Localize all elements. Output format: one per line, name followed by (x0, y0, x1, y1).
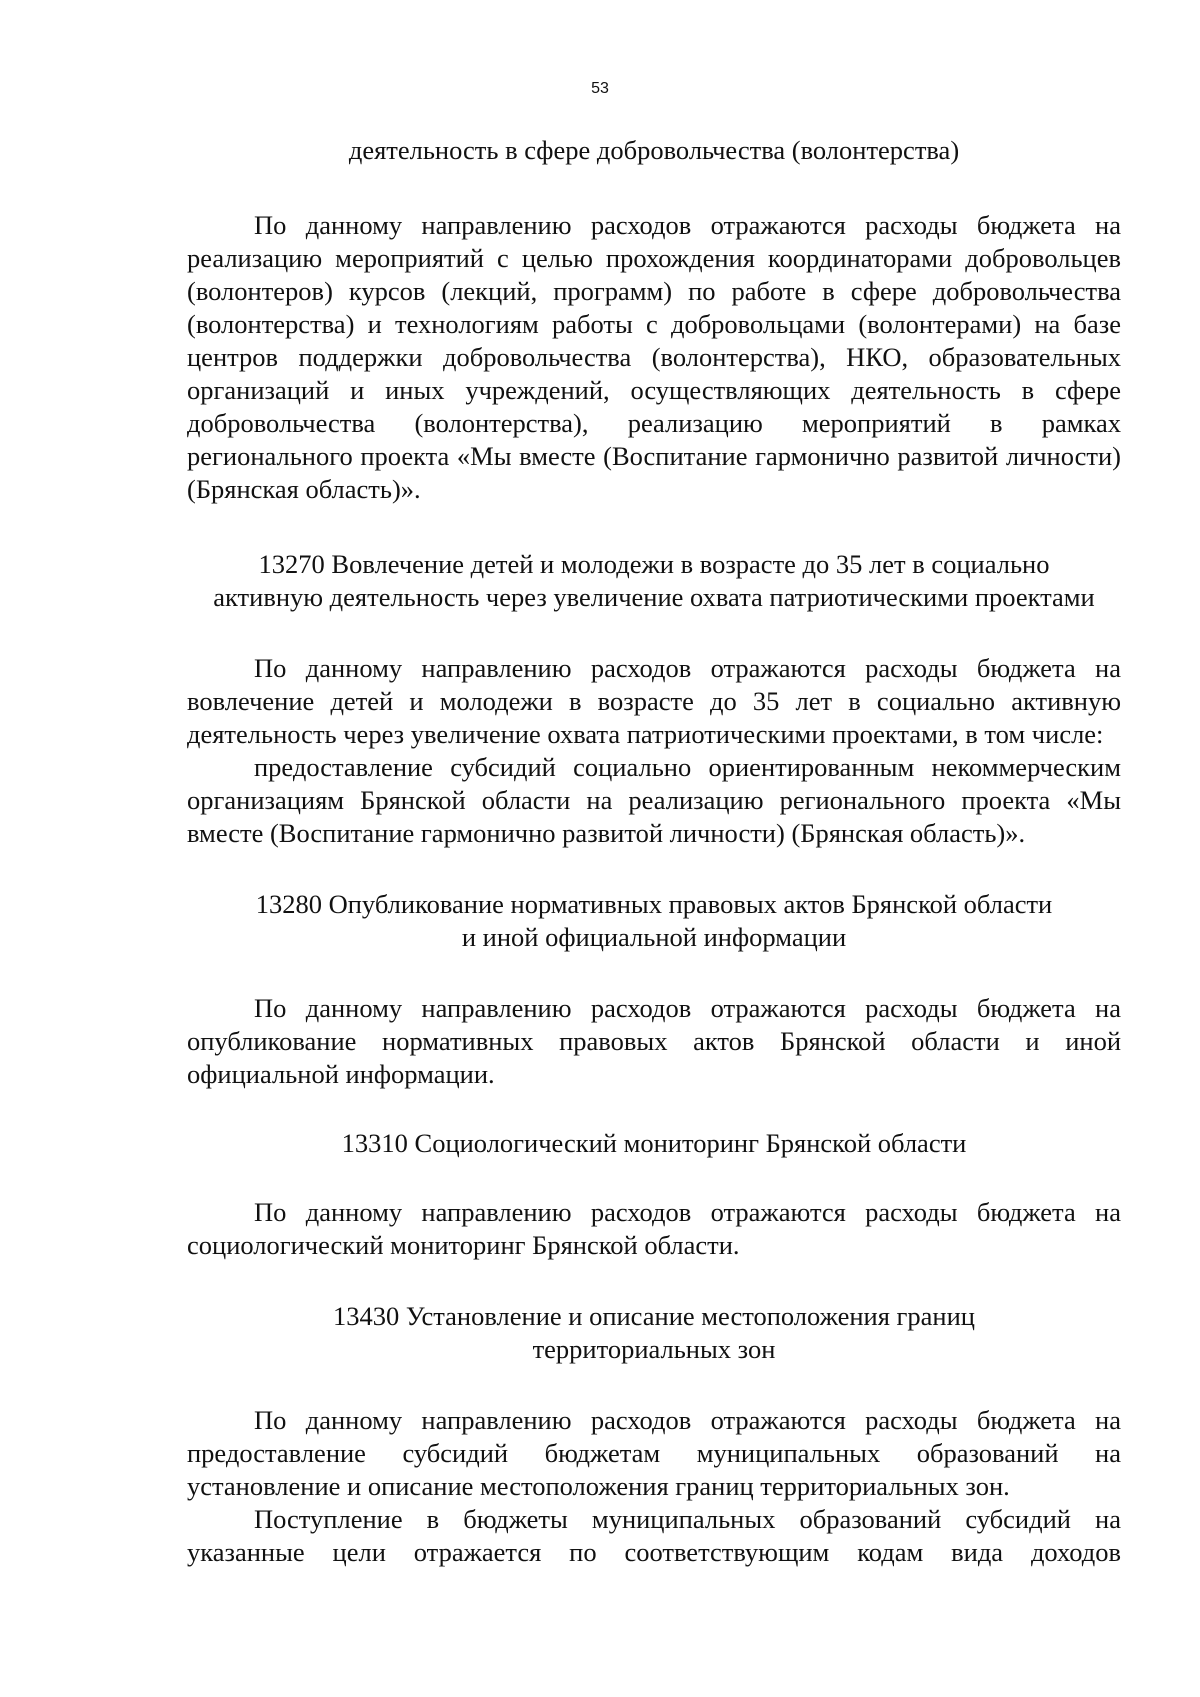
paragraph-13270-subsidies: предоставление субсидий социально ориентированным некоммерческим организациям Брянской области на реализацию регионального проекта «Мы вместе (Воспитание гармонично развитой личности) (Брянская область)». (187, 752, 1121, 848)
paragraph-13430: По данному направлению расходов отражаются расходы бюджета на предоставление субсидий бюджетам муниципальных образований на установление и описание местоположения границ территориальных зон. (187, 1405, 1121, 1501)
continuation-line: деятельность в сфере добровольчества (волонтерства) (348, 135, 960, 165)
paragraph-volunteering: По данному направлению расходов отражаются расходы бюджета на реализацию мероприятий с целью прохождения координаторами добровольцев (волонтеров) курсов (лекций, программ) по работе в сфере добровольчества (волонтерства) и технологиям работы с добровольцами (волонтерами) на базе центров поддержки добровольчества (волонтерства), НКО, образовательных организаций и иных учреждений, осуществляющих деятельность в сфере добровольчества (волонтерства), реализацию мероприятий в рамках регионального проекта «Мы вместе (Воспитание гармонично развитой личности) (Брянская область)». (187, 210, 1121, 504)
document-body (187, 134, 1121, 1569)
section-heading-13430-line1: 13430 Установление и описание местоположения границ (333, 1301, 975, 1331)
paragraph-13430-receipts: Поступление в бюджеты муниципальных образований субсидий на указанные цели отражается по соответствующим кодам вида доходов (187, 1504, 1121, 1567)
paragraph-13310: По данному направлению расходов отражаются расходы бюджета на социологический мониторинг Брянской области. (187, 1197, 1121, 1260)
section-heading-13270: 13270 Вовлечение детей и молодежи в возрасте до 35 лет в социально активную деятельность через увеличение охвата патриотическими проектами (213, 549, 1095, 612)
paragraph-13270: По данному направлению расходов отражаются расходы бюджета на вовлечение детей и молодежи в возрасте до 35 лет в социально активную деятельность через увеличение охвата патриотическими проектами, в том числе: (187, 653, 1121, 749)
paragraph-13280: По данному направлению расходов отражаются расходы бюджета на опубликование нормативных правовых актов Брянской области и иной официальной информации. (187, 993, 1121, 1089)
section-heading-13280-line1: 13280 Опубликование нормативных правовых актов Брянской области (255, 889, 1053, 919)
page-number: 53 (591, 80, 609, 97)
section-heading-13430-line2: территориальных зон (532, 1334, 776, 1364)
section-heading-13280-line2: и иной официальной информации (461, 922, 847, 952)
section-heading-13310: 13310 Социологический мониторинг Брянской области (341, 1128, 967, 1158)
